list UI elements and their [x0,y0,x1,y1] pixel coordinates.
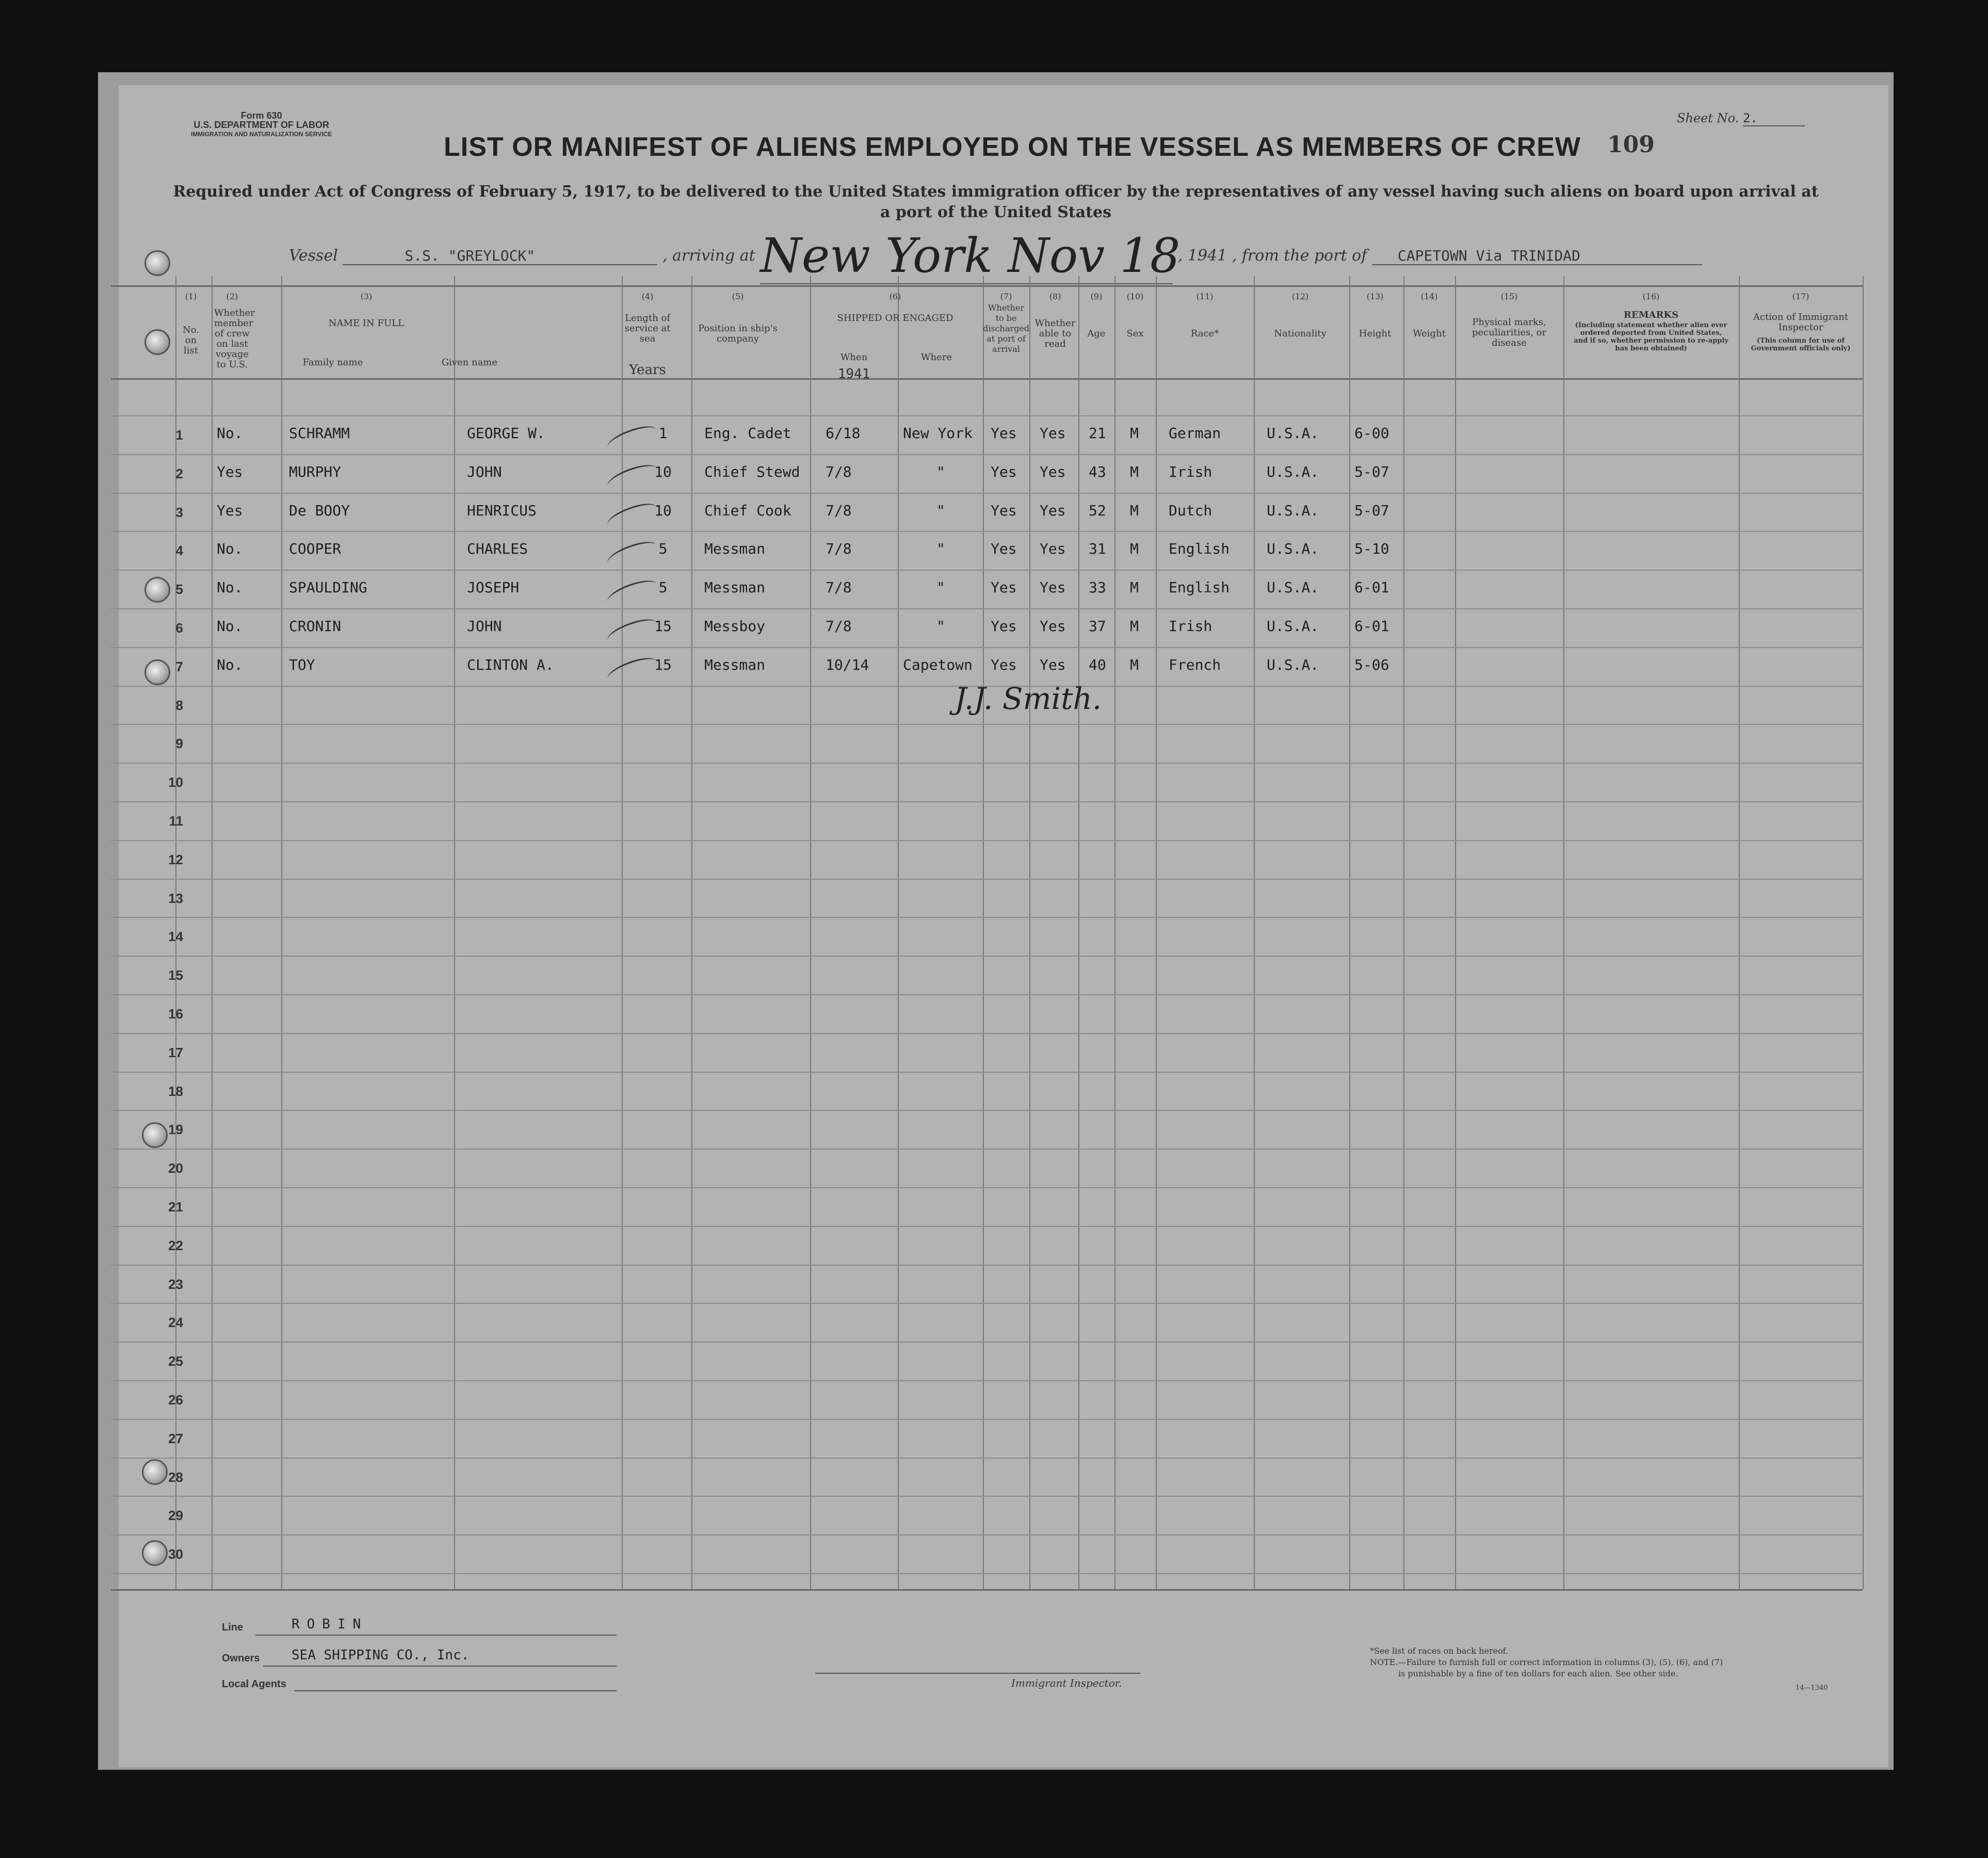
age-cell: 33 [1089,579,1106,596]
row-rule [111,1419,1863,1420]
column-rule [454,276,455,1589]
row-number: 15 [168,967,183,983]
race-cell: Irish [1169,463,1213,480]
sheet-value: 2. [1743,111,1805,126]
col-header-age: Age [1087,328,1106,339]
family-name-cell: SPAULDING [289,579,367,596]
row-rule [111,840,1863,841]
nationality-cell: U.S.A. [1267,502,1319,519]
col-num-5: (5) [732,292,744,301]
column-rule [281,276,282,1589]
col-num-2: (2) [226,292,238,301]
when-cell: 7/8 [826,579,852,596]
last-voyage-cell: No. [217,540,243,558]
col-header-years: Years [629,362,666,378]
row-number: 17 [168,1044,183,1060]
column-rule [212,276,213,1589]
column-rule [1156,276,1157,1589]
nationality-cell: U.S.A. [1267,618,1319,635]
column-rule [983,276,984,1589]
age-cell: 21 [1089,425,1106,442]
column-rule [1029,276,1030,1589]
read-cell: Yes [1040,618,1066,635]
col-num-14: (14) [1420,292,1438,301]
arrival-port-date: New York Nov 18 [760,228,1181,283]
family-name-cell: COOPER [289,540,342,558]
row-number: 6 [175,620,183,636]
row-number: 25 [168,1353,183,1369]
discharged-cell: Yes [991,425,1017,442]
col-header-discharged: Whether to be discharged at port of arrival [983,303,1029,354]
col-num-8: (8) [1049,292,1061,301]
row-rule [111,531,1863,532]
row-number: 11 [169,813,183,829]
form-code: 14—1340 [1796,1684,1828,1692]
service-name: IMMIGRATION AND NATURALIZATION SERVICE [191,131,332,138]
where-cell: New York [903,425,973,442]
discharged-cell: Yes [991,463,1017,480]
discharged-cell: Yes [991,540,1017,558]
family-name-cell: MURPHY [289,463,342,480]
family-name-cell: De BOOY [289,502,350,519]
when-cell: 6/18 [826,425,861,442]
column-rule [1254,276,1255,1589]
years-cell: 15 [654,618,672,635]
form-id-block [191,111,332,139]
given-name-cell: JOHN [467,463,502,480]
discharged-cell: Yes [991,618,1017,635]
row-number: 20 [168,1160,183,1176]
position-cell: Messman [704,656,766,673]
row-number: 23 [168,1276,183,1292]
race-cell: English [1169,540,1230,558]
nationality-cell: U.S.A. [1267,463,1319,480]
sheet-label: Sheet No. [1677,111,1739,125]
row-rule [111,956,1863,957]
nationality-cell: U.S.A. [1267,579,1319,596]
col-num-7: (7) [1000,292,1012,301]
family-name-cell: CRONIN [289,618,342,635]
col-header-given-name: Given name [441,357,498,368]
given-name-cell: GEORGE W. [467,425,545,442]
row-rule [111,570,1863,571]
age-cell: 40 [1089,656,1106,673]
column-rule [898,276,899,1589]
penalty-note: NOTE.—Failure to furnish full or correct information in columns (3), (5), (6), and (7) [1370,1657,1723,1667]
family-name-cell: TOY [289,656,315,673]
page-number: 109 [1607,132,1655,158]
race-cell: English [1169,579,1230,596]
row-rule [111,415,1863,416]
position-cell: Chief Cook [704,502,791,519]
local-agents-underline [294,1690,617,1691]
line-underline [255,1635,617,1636]
last-voyage-cell: No. [217,618,243,635]
race-cell: Dutch [1169,502,1213,519]
years-cell: 15 [654,656,672,673]
col-header-inspector-note: (This column for use of Government officials only) [1751,337,1851,352]
row-rule [111,879,1863,880]
line-value: ROBIN [292,1617,368,1632]
given-name-cell: JOHN [467,618,502,635]
given-name-cell: HENRICUS [467,502,537,519]
col-header-name: NAME IN FULL [328,318,405,329]
height-cell: 5-07 [1354,502,1389,519]
where-cell: " [936,502,945,519]
discharged-cell: Yes [991,502,1017,519]
row-rule [111,1534,1863,1536]
height-cell: 6-01 [1354,579,1389,596]
col-header-where: Where [920,352,952,363]
row-rule [111,1187,1863,1188]
nationality-cell: U.S.A. [1267,656,1319,673]
row-number: 10 [168,774,183,790]
col-header-race: Race* [1190,328,1219,339]
row-rule [111,1458,1863,1459]
col-num-17: (17) [1792,292,1809,301]
sex-cell: M [1130,618,1139,635]
row-number: 27 [168,1430,183,1446]
sheet-number [1677,111,1805,126]
height-cell: 6-00 [1354,425,1389,442]
col-header-remarks: REMARKS [1623,310,1679,320]
line-label: Line [222,1622,244,1633]
when-cell: 7/8 [826,540,852,558]
given-name-cell: JOSEPH [467,579,520,596]
position-cell: Messboy [704,618,766,635]
row-number: 30 [168,1546,183,1562]
row-rule [111,801,1863,802]
last-voyage-cell: No. [217,656,243,673]
row-number: 28 [168,1469,183,1485]
crew-table [111,276,1863,1589]
where-cell: Capetown [903,656,973,673]
row-number: 26 [168,1392,183,1408]
position-cell: Chief Stewd [704,463,800,480]
race-cell: German [1169,425,1221,442]
column-rule [1403,276,1404,1589]
age-cell: 37 [1089,618,1106,635]
arrival-year: , 1941 [1177,247,1227,265]
table-bottom-rule [111,1589,1863,1591]
from-port-label: , from the port of [1232,247,1367,265]
row-rule [111,1110,1863,1111]
column-rule [1863,276,1864,1589]
inspector-label: Immigrant Inspector. [1011,1677,1122,1689]
col-num-12: (12) [1291,292,1309,301]
where-cell: " [936,463,945,480]
owners-underline [263,1666,617,1667]
row-rule [111,1303,1863,1304]
row-rule [111,994,1863,995]
punch-hole [144,250,170,276]
read-cell: Yes [1040,502,1066,519]
row-rule [111,608,1863,609]
row-rule [111,1573,1863,1574]
row-rule [111,1380,1863,1381]
nationality-cell: U.S.A. [1267,425,1319,442]
row-rule [111,1342,1863,1343]
col-header-read: Whether able to read [1035,318,1076,349]
age-cell: 31 [1089,540,1106,558]
when-cell: 7/8 [826,463,852,480]
column-rule [1563,276,1564,1589]
row-number: 21 [168,1199,183,1215]
row-rule [111,1149,1863,1150]
where-cell: " [936,540,945,558]
position-cell: Messman [704,579,766,596]
years-cell: 10 [654,502,672,519]
col-header-shipped: SHIPPED OR ENGAGED [837,313,953,324]
col-num-16: (16) [1642,292,1660,301]
row-number: 7 [175,658,183,674]
column-rule [810,276,811,1589]
column-rule [1349,276,1350,1589]
vessel-label: Vessel [289,247,338,265]
height-cell: 5-10 [1354,540,1389,558]
row-number: 9 [175,736,183,752]
row-rule [111,1496,1863,1497]
read-cell: Yes [1040,425,1066,442]
age-cell: 43 [1089,463,1106,480]
height-cell: 5-06 [1354,656,1389,673]
col-header-remarks-note: (Including statement whether alien ever ordered deported from United States, and if so, whether permission to re-apply has been obtained) [1574,321,1728,352]
row-number: 2 [175,465,183,481]
last-voyage-cell: No. [217,579,243,596]
sex-cell: M [1130,656,1139,673]
arriving-label: , arriving at [662,247,755,265]
row-number: 19 [168,1122,183,1138]
position-cell: Eng. Cadet [704,425,791,442]
col-header-when: When [840,352,868,363]
col-header-no: No. on list [183,325,199,356]
when-cell: 7/8 [826,502,852,519]
col-header-length-service: Length of service at sea [624,313,671,344]
col-header-physical-marks: Physical marks, peculiarities, or disease [1472,317,1547,348]
position-cell: Messman [704,540,766,558]
row-rule [111,493,1863,494]
read-cell: Yes [1040,540,1066,558]
row-rule [111,917,1863,918]
header-bottom-rule [111,378,1863,380]
column-rule [1739,276,1740,1589]
discharged-cell: Yes [991,656,1017,673]
owners-label: Owners [222,1653,260,1664]
height-cell: 6-01 [1354,618,1389,635]
inspector-signature-line [815,1673,1140,1674]
row-number: 29 [168,1508,183,1524]
row-number: 12 [168,851,183,867]
col-header-inspector-action: Action of Immigrant Inspector [1753,312,1849,333]
col-num-4: (4) [641,292,654,301]
col-num-15: (15) [1500,292,1518,301]
row-rule [111,1033,1863,1034]
race-cell: Irish [1169,618,1213,635]
last-voyage-cell: No. [217,425,243,442]
col-num-3: (3) [360,292,373,301]
signature: J.J. Smith. [955,681,1102,716]
row-number: 13 [168,890,183,906]
races-note: *See list of races on back hereof. [1370,1646,1509,1656]
sex-cell: M [1130,502,1139,519]
last-voyage-cell: Yes [217,502,243,519]
row-rule [111,724,1863,725]
col-num-13: (13) [1366,292,1384,301]
col-header-position: Position in ship's company [698,323,778,344]
when-cell: 10/14 [826,656,869,673]
column-rule [1455,276,1456,1589]
age-cell: 52 [1089,502,1106,519]
where-cell: " [936,579,945,596]
given-name-cell: CHARLES [467,540,528,558]
col-header-weight: Weight [1413,328,1446,339]
col-header-height: Height [1359,328,1392,339]
owners-value: SEA SHIPPING CO., Inc. [292,1647,470,1663]
vessel-name: S.S. "GREYLOCK" [343,247,657,265]
discharged-cell: Yes [991,579,1017,596]
col-num-1: (1) [185,292,197,301]
col-header-family-name: Family name [302,357,363,368]
row-number: 18 [168,1083,183,1099]
height-cell: 5-07 [1354,463,1389,480]
row-number: 8 [175,697,183,713]
years-cell: 5 [658,540,668,558]
row-number: 16 [168,1006,183,1022]
local-agents-label: Local Agents [222,1678,286,1690]
family-name-cell: SCHRAMM [289,425,350,442]
row-number: 22 [168,1237,183,1253]
row-rule [111,454,1863,455]
sex-cell: M [1130,579,1139,596]
given-name-cell: CLINTON A. [467,656,554,673]
where-cell: " [936,618,945,635]
read-cell: Yes [1040,579,1066,596]
sex-cell: M [1130,540,1139,558]
col-header-last-voyage: Whether member of crew on last voyage to U.S. [214,308,255,370]
col-header-nationality: Nationality [1274,328,1327,339]
row-rule [111,1072,1863,1073]
row-rule [111,1265,1863,1266]
when-cell: 7/8 [826,618,852,635]
years-cell: 5 [658,579,668,596]
row-number: 14 [168,929,183,945]
form-number: Form 630 [240,110,282,121]
read-cell: Yes [1040,656,1066,673]
manifest-subtitle: Required under Act of Congress of February 5, 1917, to be delivered to the United States immigration officer by the representatives of any vessel having such aliens on board upon arrival at a port of the United States [173,183,1819,221]
sex-cell: M [1130,463,1139,480]
years-cell: 10 [654,463,672,480]
col-num-9: (9) [1090,292,1103,301]
last-voyage-cell: Yes [217,463,243,480]
col-header-year: 1941 [837,366,870,382]
column-rule [1114,276,1116,1589]
read-cell: Yes [1040,463,1066,480]
row-rule [111,1226,1863,1227]
row-rule [111,763,1863,764]
penalty-note-cont: is punishable by a fine of ten dollars for each alien. See other side. [1398,1669,1678,1678]
race-cell: French [1169,656,1221,673]
years-cell: 1 [658,425,668,442]
from-port: CAPETOWN Via TRINIDAD [1372,247,1702,265]
row-number: 24 [168,1315,183,1331]
column-rule [691,276,692,1589]
column-rule [1078,276,1079,1589]
department-name: U.S. DEPARTMENT OF LABOR [193,120,329,130]
row-number: 1 [175,427,183,443]
col-header-sex: Sex [1126,328,1144,339]
col-num-10: (10) [1126,292,1144,301]
manifest-title: LIST OR MANIFEST OF ALIENS EMPLOYED ON THE VESSEL AS MEMBERS OF CREW [444,132,1581,162]
col-num-6: (6) [889,292,901,301]
table-top-rule [111,285,1863,287]
sex-cell: M [1130,425,1139,442]
col-num-11: (11) [1196,292,1214,301]
row-number: 5 [175,581,183,597]
nationality-cell: U.S.A. [1267,540,1319,558]
row-number: 3 [175,504,183,520]
row-rule [111,647,1863,648]
row-number: 4 [175,543,183,559]
